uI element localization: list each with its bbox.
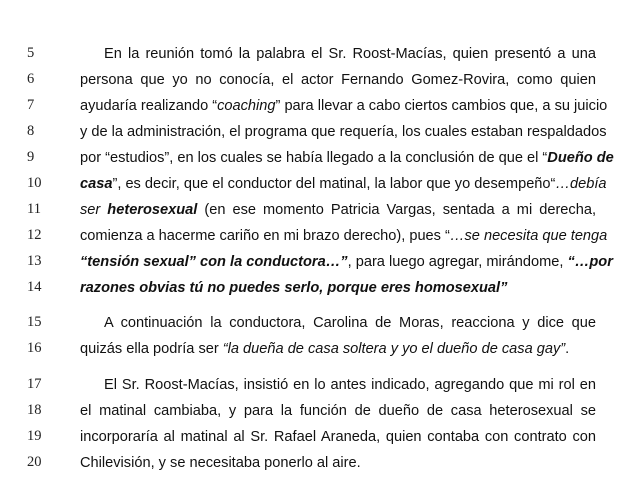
line-number: 16 — [27, 340, 42, 356]
text-line: y de la administración, el programa que requería, los cuales estaban respaldados — [80, 124, 607, 140]
line-number: 10 — [27, 175, 42, 191]
text-line: ayudaría realizando “coaching” para llevar a cabo ciertos cambios que, a su juicio — [80, 98, 608, 114]
line-number: 13 — [27, 253, 42, 269]
text-line: Chilevisión, y se necesitaba ponerlo al aire. — [80, 455, 361, 471]
text-line: razones obvias tú no puedes serlo, porque eres homosexual” — [80, 280, 508, 296]
line-number: 7 — [27, 97, 35, 113]
line-number: 12 — [27, 227, 42, 243]
line-number: 11 — [27, 201, 41, 217]
text-line: “tensión sexual” con la conductora…”, para luego agregar, mirándome, “…por — [80, 254, 613, 270]
line-number: 18 — [27, 402, 42, 418]
text-line: incorporaría al matinal al Sr. Rafael Araneda, quien contaba con contrato con — [80, 429, 596, 445]
text-line: ser heterosexual (en ese momento Patricia Vargas, sentada a mi derecha, — [80, 202, 597, 218]
text-line: casa”, es decir, que el conductor del matinal, la labor que yo desempeño“…debía — [80, 176, 607, 192]
text-line: persona que yo no conocía, el actor Fernando Gomez-Rovira, como quien — [80, 72, 596, 88]
line-number: 20 — [27, 454, 42, 470]
line-number: 5 — [27, 45, 35, 61]
line-number: 6 — [27, 71, 35, 87]
line-number: 17 — [27, 376, 42, 392]
line-number: 9 — [27, 149, 35, 165]
text-line: A continuación la conductora, Carolina de Moras, reacciona y dice que — [104, 315, 596, 331]
line-number: 8 — [27, 123, 35, 139]
text-line: El Sr. Roost-Macías, insistió en lo antes indicado, agregando que mi rol en — [104, 377, 596, 393]
text-line: comienza a hacerme cariño en mi brazo derecho), pues “…se necesita que tenga — [80, 228, 608, 244]
line-number: 15 — [27, 314, 42, 330]
text-line: por “estudios”, en los cuales se había llegado a la conclusión de que el “Dueño de — [80, 150, 614, 166]
line-number: 19 — [27, 428, 42, 444]
text-line: el matinal cambiaba, y para la función de dueño de casa heterosexual se — [80, 403, 596, 419]
text-line: En la reunión tomó la palabra el Sr. Roost-Macías, quien presentó a una — [104, 46, 596, 62]
text-line: quizás ella podría ser “la dueña de casa soltera y yo el dueño de casa gay”. — [80, 341, 570, 357]
line-number: 14 — [27, 279, 42, 295]
